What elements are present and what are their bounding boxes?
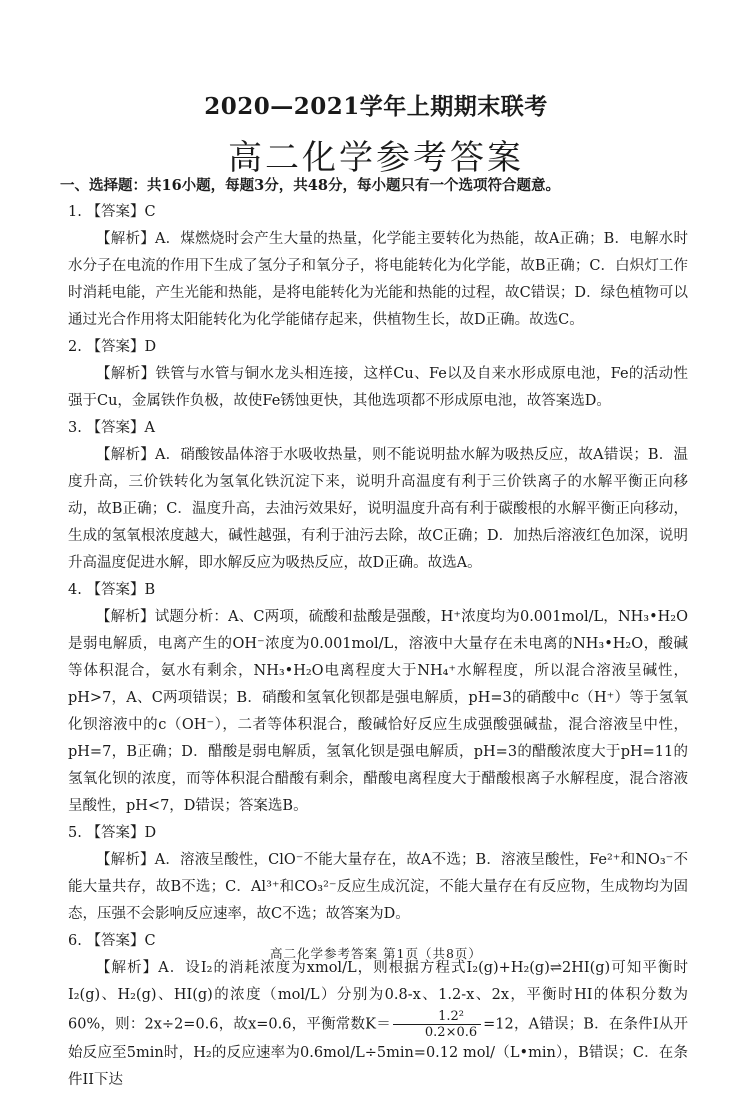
explanation-4: 【解析】试题分析：A、C两项，硫酸和盐酸是强酸，H⁺浓度均为0.001mol/L，NH₃•H₂O是弱电解质，电离产生的OH⁻浓度为0.001mol/L，溶液中大量存在未电离的NH₃•H₂O，酸碱等体积混合，氨水有剩余，NH₃•H₂O电离程度大于NH₄⁺水解程度，所以混合溶液呈碱性，pH>7，A、C两项错误；B．硝酸和氢氧化钡都是强电解质，pH=3的硝酸中c（H⁺）等于氢氧化钡溶液中的c（OH⁻），二者等体积混合，酸碱恰好反应生成强酸强碱盐，混合溶液呈中性，pH=7，B正确；D．醋酸是弱电解质，氢氧化钡是强电解质，pH=3的醋酸浓度大于pH=11的氢氧化钡的浓度，而等体积混合醋酸有剩余，醋酸电离程度大于醋酸根离子水解程度，混合溶液呈酸性，pH<7，D错误；答案选B。 [68, 609, 688, 814]
explanation-6 [68, 955, 688, 1094]
answer-4: 4. 【答案】B [68, 582, 156, 598]
answer-3: 3. 【答案】A [68, 420, 155, 436]
page-title: 高二化学参考答案 [228, 138, 524, 178]
answer-2: 2. 【答案】D [68, 339, 157, 355]
explanation-2: 【解析】铁管与水管与铜水龙头相连接，这样Cu、Fe以及自来水形成原电池，Fe的活动性强于Cu，金属铁作负极，故使Fe锈蚀更快，其他选项都不形成原电池，故答案选D。 [68, 366, 688, 409]
answer-1: 1. 【答案】C [68, 204, 156, 220]
explanation-5: 【解析】A．溶液呈酸性，ClO⁻不能大量存在，故A不选；B．溶液呈酸性，Fe²⁺和NO₃⁻不能大量共存，故B不选；C．Al³⁺和CO₃²⁻反应生成沉淀，不能大量存在有反应物，生成物均为固态，压强不会影响反应速率，故C不选；故答案为D。 [68, 852, 688, 922]
page-footer: 高二化学参考答案 第1页（共8页） [270, 946, 482, 961]
explanation-3: 【解析】A．硝酸铵晶体溶于水吸收热量，则不能说明盐水解为吸热反应，故A错误；B．温度升高，三价铁转化为氢氧化铁沉淀下来，说明升高温度有利于三价铁离子的水解平衡正向移动，故B正确；C．温度升高，去油污效果好，说明温度升高有利于碳酸根的水解平衡正向移动，生成的氢氧根浓度越大，碱性越强，有利于油污去除，故C正确；D．加热后溶液红色加深，说明升高温度促进水解，即水解反应为吸热反应，故D正确。故选A。 [68, 447, 688, 571]
explanation-6-part-a: 【解析】A．设I₂的消耗浓度为xmol/L，则根据方程式I₂(g)+H₂(g)⇌2HI(g)可知平衡时I₂(g)、H₂(g)、HI(g)的浓度（mol/L）分别为0.8-x、1.2-x、2x，平衡时HI的体积分数为60%，则：2x÷2=0.6，故x=0.6，平衡常数K＝ [68, 960, 688, 1033]
fraction-numerator: 1.2² [393, 1009, 481, 1025]
answer-6: 6. 【答案】C [68, 933, 156, 949]
equilibrium-constant-fraction [393, 1009, 481, 1040]
explanation-1: 【解析】A．煤燃烧时会产生大量的热量，化学能主要转化为热能，故A正确；B．电解水时水分子在电流的作用下生成了氢分子和氧分子，将电能转化为化学能，故B正确；C．白炽灯工作时消耗电能，产生光能和热能，是将电能转化为光能和热能的过程，故C错误；D．绿色植物可以通过光合作用将太阳能转化为化学能储存起来，供植物生长，故D正确。故选C。 [68, 231, 688, 328]
fraction-denominator: 0.2×0.6 [424, 1025, 478, 1040]
answer-5: 5. 【答案】D [68, 825, 157, 841]
exam-title: 2020—2021学年上期期末联考 [204, 93, 548, 120]
explanation-6-part-b: =12，A错误；B．在条件I从开始反应至5min时，H₂的反应速率为0.6mol/L÷5min=0.12 mol/（L•min），B错误；C．在条件II下达 [68, 1016, 688, 1088]
section-heading: 一、选择题：共16小题，每题3分，共48分，每小题只有一个选项符合题意。 [60, 177, 560, 194]
